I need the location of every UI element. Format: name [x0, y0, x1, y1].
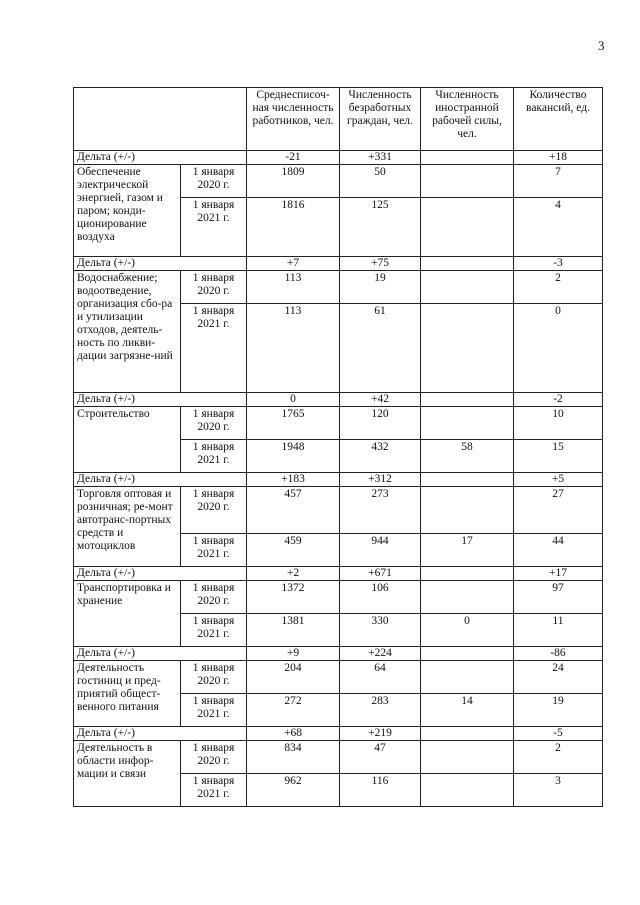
value-2021: 1948 [247, 440, 340, 473]
date-2021: 1 января 2021 г. [181, 534, 247, 567]
value-2021: 283 [340, 694, 421, 727]
delta-value [421, 647, 514, 661]
group-row-2020 [74, 581, 603, 614]
value-2021: 4 [514, 198, 603, 257]
value-2021: 459 [247, 534, 340, 567]
delta-row [74, 473, 603, 487]
value-2021: 1381 [247, 614, 340, 647]
value-2020 [421, 661, 514, 694]
delta-label: Дельта (+/-) [74, 257, 247, 271]
delta-value: +18 [514, 151, 603, 165]
date-2020: 1 января 2020 г. [181, 487, 247, 534]
value-2021: 116 [340, 774, 421, 807]
value-2020: 24 [514, 661, 603, 694]
value-2021: 113 [247, 304, 340, 393]
value-2020 [421, 407, 514, 440]
value-2020: 457 [247, 487, 340, 534]
delta-value: 0 [247, 393, 340, 407]
date-2020: 1 января 2020 г. [181, 741, 247, 774]
value-2020 [421, 581, 514, 614]
delta-row [74, 393, 603, 407]
value-2021 [421, 198, 514, 257]
sector-label: Транспортировка и хранение [74, 581, 181, 647]
value-2021: 944 [340, 534, 421, 567]
value-2020: 120 [340, 407, 421, 440]
value-2021: 17 [421, 534, 514, 567]
delta-row [74, 727, 603, 741]
value-2020: 1372 [247, 581, 340, 614]
value-2020: 834 [247, 741, 340, 774]
header-row [74, 88, 603, 151]
date-2021: 1 января 2021 г. [181, 198, 247, 257]
value-2020: 19 [340, 271, 421, 304]
date-2020: 1 января 2020 г. [181, 661, 247, 694]
value-2021: 11 [514, 614, 603, 647]
value-2020: 10 [514, 407, 603, 440]
date-2021: 1 января 2021 г. [181, 440, 247, 473]
delta-value [421, 257, 514, 271]
page-number: 3 [598, 38, 605, 53]
value-2020: 50 [340, 165, 421, 198]
value-2021: 330 [340, 614, 421, 647]
delta-label: Дельта (+/-) [74, 151, 247, 165]
sector-label: Строительство [74, 407, 181, 473]
delta-row [74, 257, 603, 271]
value-2020: 1765 [247, 407, 340, 440]
group-row-2020 [74, 487, 603, 534]
date-2021: 1 января 2021 г. [181, 614, 247, 647]
delta-row [74, 151, 603, 165]
value-2021: 272 [247, 694, 340, 727]
value-2021: 58 [421, 440, 514, 473]
delta-value: +183 [247, 473, 340, 487]
sector-label: Деятельность в области инфор-мации и связи [74, 741, 181, 807]
value-2020: 106 [340, 581, 421, 614]
delta-value: -2 [514, 393, 603, 407]
delta-value: +671 [340, 567, 421, 581]
value-2020: 27 [514, 487, 603, 534]
value-2020 [421, 165, 514, 198]
date-2020: 1 января 2020 г. [181, 407, 247, 440]
value-2020: 47 [340, 741, 421, 774]
delta-label: Дельта (+/-) [74, 567, 247, 581]
date-2021: 1 января 2021 г. [181, 774, 247, 807]
delta-value: +42 [340, 393, 421, 407]
delta-value: +5 [514, 473, 603, 487]
value-2020: 2 [514, 741, 603, 774]
column-header: Численность безработных граждан, чел. [340, 88, 421, 151]
delta-row [74, 647, 603, 661]
delta-value: +224 [340, 647, 421, 661]
group-row-2020 [74, 271, 603, 304]
delta-label: Дельта (+/-) [74, 727, 247, 741]
date-2020: 1 января 2020 г. [181, 271, 247, 304]
value-2020: 113 [247, 271, 340, 304]
value-2021: 44 [514, 534, 603, 567]
header-blank-cell [74, 88, 247, 151]
value-2020: 273 [340, 487, 421, 534]
delta-value [421, 393, 514, 407]
delta-value: +68 [247, 727, 340, 741]
value-2021: 0 [514, 304, 603, 393]
value-2020: 204 [247, 661, 340, 694]
sector-label: Торговля оптовая и розничная; ре-монт автотранс-портных средств и мотоциклов [74, 487, 181, 567]
value-2021: 14 [421, 694, 514, 727]
value-2020: 64 [340, 661, 421, 694]
delta-label: Дельта (+/-) [74, 473, 247, 487]
value-2020 [421, 741, 514, 774]
group-row-2020 [74, 165, 603, 198]
date-2020: 1 января 2020 г. [181, 165, 247, 198]
delta-label: Дельта (+/-) [74, 393, 247, 407]
value-2020: 7 [514, 165, 603, 198]
value-2020 [421, 487, 514, 534]
delta-row [74, 567, 603, 581]
value-2021: 15 [514, 440, 603, 473]
value-2021: 962 [247, 774, 340, 807]
delta-value: -3 [514, 257, 603, 271]
delta-value [421, 473, 514, 487]
delta-value [421, 151, 514, 165]
column-header: Количество вакансий, ед. [514, 88, 603, 151]
group-row-2020 [74, 741, 603, 774]
value-2021: 19 [514, 694, 603, 727]
delta-value: -21 [247, 151, 340, 165]
delta-value: +331 [340, 151, 421, 165]
value-2021: 3 [514, 774, 603, 807]
delta-value: +7 [247, 257, 340, 271]
sector-label: Обеспечение электрической энергией, газом и паром; конди-ционирование воздуха [74, 165, 181, 257]
sector-label: Водоснабжение; водоотведение, организация сбо-ра и утилизации отходов, деятель-ность по ликви-дации загрязне-ний [74, 271, 181, 393]
delta-value [421, 567, 514, 581]
delta-value: -86 [514, 647, 603, 661]
value-2021: 125 [340, 198, 421, 257]
delta-label: Дельта (+/-) [74, 647, 247, 661]
value-2021: 432 [340, 440, 421, 473]
date-2020: 1 января 2020 г. [181, 581, 247, 614]
value-2020: 2 [514, 271, 603, 304]
delta-value: +2 [247, 567, 340, 581]
value-2021: 1816 [247, 198, 340, 257]
delta-value [421, 727, 514, 741]
employment-table [73, 87, 603, 807]
value-2021 [421, 304, 514, 393]
date-2021: 1 января 2021 г. [181, 694, 247, 727]
sector-label: Деятельность гостиниц и пред-приятий общест-венного питания [74, 661, 181, 727]
delta-value: +312 [340, 473, 421, 487]
date-2021: 1 января 2021 г. [181, 304, 247, 393]
delta-value: +219 [340, 727, 421, 741]
value-2020: 1809 [247, 165, 340, 198]
value-2020 [421, 271, 514, 304]
value-2020: 97 [514, 581, 603, 614]
column-header: Среднесписоч-ная численность работников, чел. [247, 88, 340, 151]
delta-value: +9 [247, 647, 340, 661]
column-header: Численность иностранной рабочей силы, чел. [421, 88, 514, 151]
value-2021: 0 [421, 614, 514, 647]
delta-value: +75 [340, 257, 421, 271]
delta-value: -5 [514, 727, 603, 741]
value-2021 [421, 774, 514, 807]
delta-value: +17 [514, 567, 603, 581]
value-2021: 61 [340, 304, 421, 393]
group-row-2020 [74, 407, 603, 440]
group-row-2020 [74, 661, 603, 694]
